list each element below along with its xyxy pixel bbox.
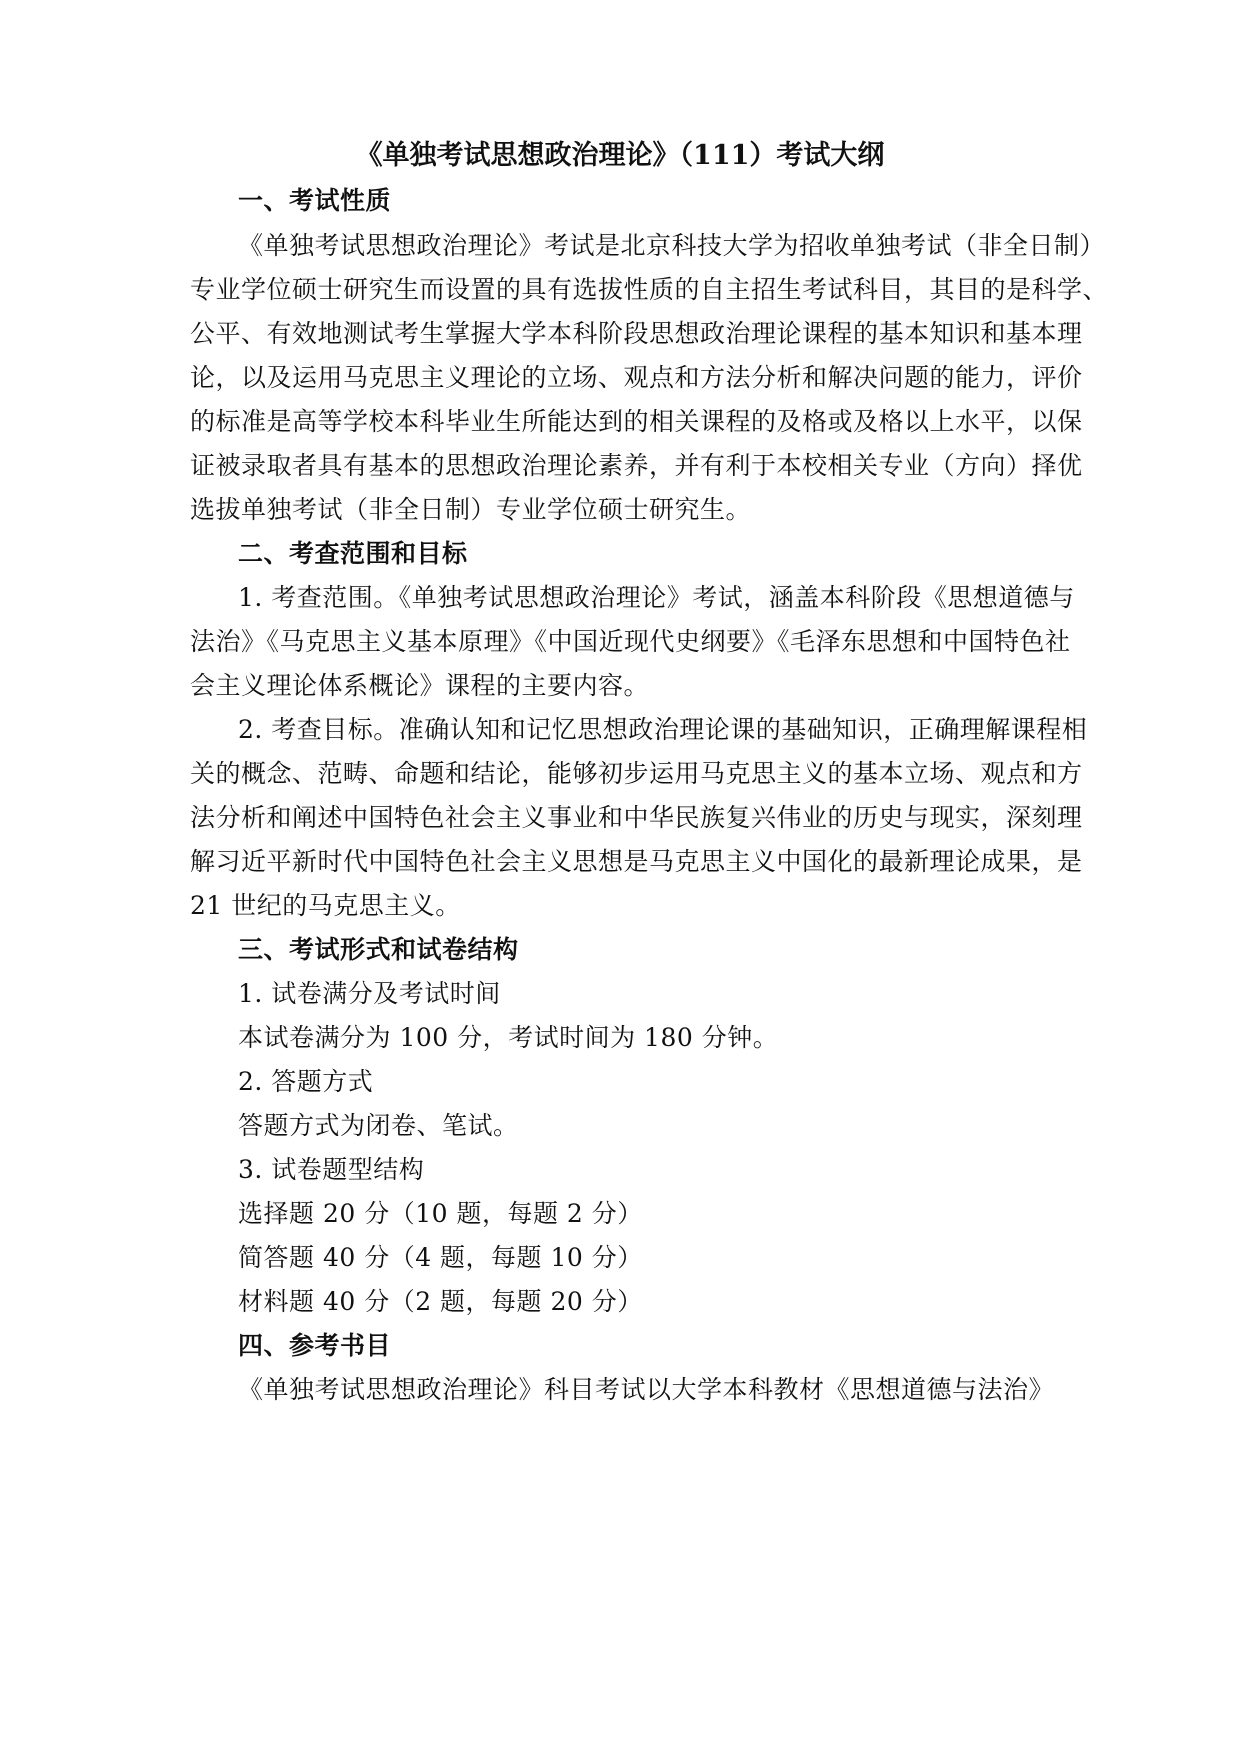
paragraph-line: 2. 答题方式 <box>238 1067 374 1096</box>
section-heading: 三、考试形式和试卷结构 <box>238 935 519 964</box>
paragraph-line: 2. 考查目标。准确认知和记忆思想政治理论课的基础知识，正确理解课程相 <box>238 715 1088 744</box>
paragraph-line: 公平、有效地测试考生掌握大学本科阶段思想政治理论课程的基本知识和基本理 <box>190 319 1083 348</box>
paragraph-line: 的标准是高等学校本科毕业生所能达到的相关课程的及格或及格以上水平，以保 <box>190 407 1083 436</box>
paragraph-line: 《单独考试思想政治理论》考试是北京科技大学为招收单独考试（非全日制） <box>238 231 1106 260</box>
paragraph-line: 材料题 40 分（2 题，每题 20 分） <box>238 1287 643 1316</box>
paragraph-line: 简答题 40 分（4 题，每题 10 分） <box>238 1243 643 1272</box>
paragraph-line: 选拔单独考试（非全日制）专业学位硕士研究生。 <box>190 495 752 524</box>
section-heading: 二、考查范围和目标 <box>238 539 468 568</box>
paragraph-line: 21 世纪的马克思主义。 <box>190 891 461 920</box>
section-heading: 一、考试性质 <box>238 186 392 215</box>
document-title: 《单独考试思想政治理论》（111）考试大纲 <box>355 140 885 171</box>
section-heading: 四、参考书目 <box>238 1331 392 1360</box>
paragraph-line: 论，以及运用马克思主义理论的立场、观点和方法分析和解决问题的能力，评价 <box>190 363 1083 392</box>
paragraph-line: 答题方式为闭卷、笔试。 <box>238 1111 519 1140</box>
paragraph-line: 法分析和阐述中国特色社会主义事业和中华民族复兴伟业的历史与现实，深刻理 <box>190 803 1083 832</box>
paragraph-line: 选择题 20 分（10 题，每题 2 分） <box>238 1199 643 1228</box>
paragraph-line: 1. 考查范围。《单独考试思想政治理论》考试，涵盖本科阶段《思想道德与 <box>238 583 1075 612</box>
paragraph-line: 本试卷满分为 100 分，考试时间为 180 分钟。 <box>238 1023 779 1052</box>
paragraph-line: 《单独考试思想政治理论》科目考试以大学本科教材《思想道德与法治》 <box>238 1375 1055 1404</box>
paragraph-line: 解习近平新时代中国特色社会主义思想是马克思主义中国化的最新理论成果，是 <box>190 847 1083 876</box>
paragraph-line: 会主义理论体系概论》课程的主要内容。 <box>190 671 650 700</box>
paragraph-line: 关的概念、范畴、命题和结论，能够初步运用马克思主义的基本立场、观点和方 <box>190 759 1083 788</box>
paragraph-line: 3. 试卷题型结构 <box>238 1155 425 1184</box>
paragraph-line: 证被录取者具有基本的思想政治理论素养，并有利于本校相关专业（方向）择优 <box>190 451 1083 480</box>
paragraph-line: 专业学位硕士研究生而设置的具有选拔性质的自主招生考试科目，其目的是科学、 <box>190 275 1109 304</box>
paragraph-line: 1. 试卷满分及考试时间 <box>238 979 501 1008</box>
paragraph-line: 法治》《马克思主义基本原理》《中国近现代史纲要》《毛泽东思想和中国特色社 <box>190 627 1071 656</box>
